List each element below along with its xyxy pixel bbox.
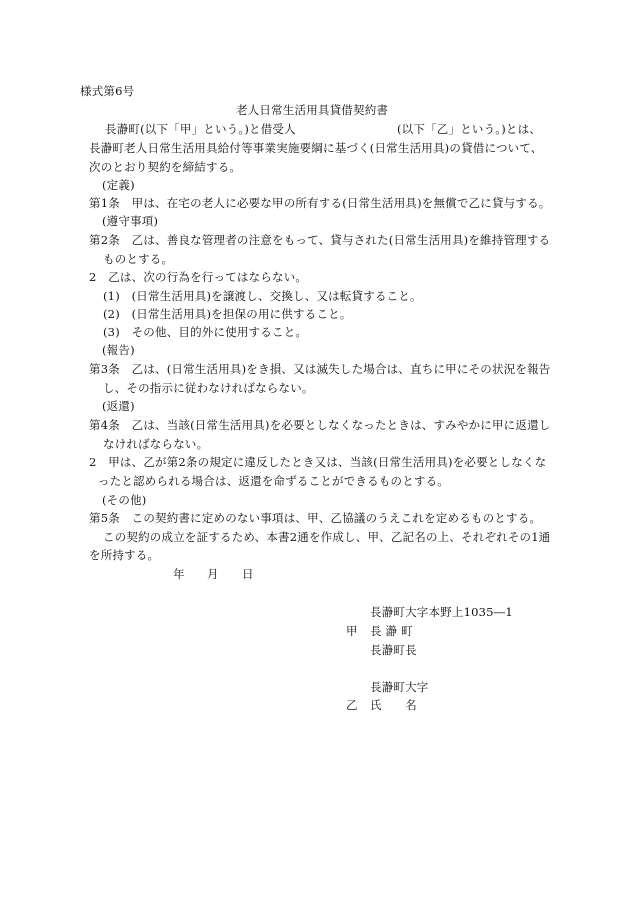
intro-line-1b: (以下「乙」という。)とは、 [397,122,542,136]
date-month: 月 [207,567,219,581]
article-2-item-1: (1) (日常生活用具)を譲渡し、交換し、又は転貸すること。 [103,289,422,303]
party-a-name: 長 瀞 町 [370,624,413,638]
intro-line-2: 長瀞町老人日常生活用具給付等事業実施要綱に基づく(日常生活用具)の貸借について、 [89,141,543,155]
article-5-text: 第5条 この契約書に定めのない事項は、甲、乙協議のうえこれを定めるものとする。 [89,511,542,525]
article-3-heading: (報告) [102,343,135,357]
article-2-text-1: 第2条 乙は、善良な管理者の注意をもって、貸与された(日常生活用具)を維持管理する [89,233,551,247]
article-4-text-2: なければならない。 [103,437,209,451]
article-2-text-2: ものとする。 [103,252,174,266]
form-number: 様式第6号 [80,84,135,98]
article-1-text: 第1条 甲は、在宅の老人に必要な甲の所有する(日常生活用具)を無償で乙に貸与する。 [89,196,551,210]
party-a-title: 長瀞町長 [370,643,417,657]
document-title: 老人日常生活用具貸借契約書 [236,103,389,117]
party-b-address: 長瀞町大字 [370,680,429,694]
article-4-heading: (返還) [102,399,135,413]
party-b-label: 乙 [346,698,358,712]
article-3-text-1: 第3条 乙は、(日常生活用具)をき損、又は滅失した場合は、直ちに甲にその状況を報告 [89,362,551,376]
closing-line-1: この契約の成立を証するため、本書2通を作成し、甲、乙記名の上、それぞれその1通 [103,530,551,544]
article-3-text-2: し、その指示に従わなければならない。 [103,381,314,395]
party-a-address: 長瀞町大字本野上1035―1 [370,605,513,619]
article-5-heading: (その他) [102,493,147,507]
article-4-paragraph-2-1: 2 甲は、乙が第2条の規定に違反したとき又は、当該(日常生活用具)を必要としなくな [89,455,547,469]
article-4-paragraph-2-2: ったと認められる場合は、返還を命ずることができるものとする。 [98,474,449,488]
party-b-name-label: 氏 名 [370,698,417,712]
date-day: 日 [242,567,254,581]
date-year: 年 [173,567,185,581]
intro-line-1a: 長瀞町(以下「甲」という。)と借受人 [105,122,296,136]
article-4-text-1: 第4条 乙は、当該(日常生活用具)を必要としなくなったときは、すみやかに甲に返還し [89,418,551,432]
intro-line-3: 次のとおり契約を締結する。 [89,160,242,174]
article-2-item-3: (3) その他、目的外に使用すること。 [103,325,308,339]
article-2-paragraph-2: 2 乙は、次の行為を行ってはならない。 [89,270,308,284]
party-a-label: 甲 [346,624,358,638]
article-2-item-2: (2) (日常生活用具)を担保の用に供すること。 [103,307,352,321]
closing-line-2: を所持する。 [89,548,160,562]
article-1-heading: (定義) [102,178,135,192]
article-2-heading: (遵守事項) [102,214,159,228]
